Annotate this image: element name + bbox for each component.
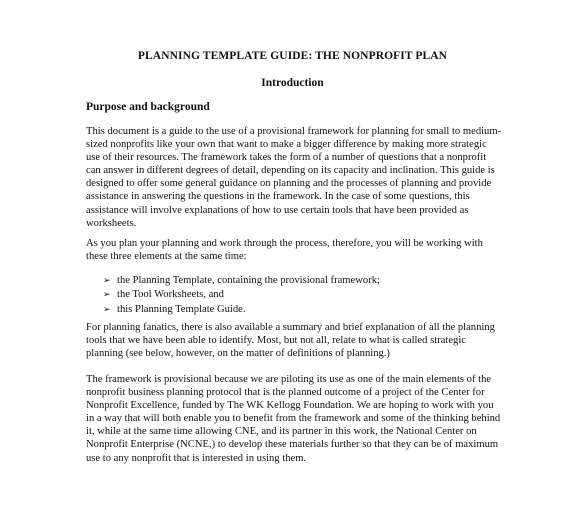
list-item-text: the Planning Template, containing the provisional framework; [117, 275, 380, 286]
arrow-bullet-icon: ➢ [103, 304, 111, 315]
paragraph-line: Nonprofit Enterprise (NCNE,) to develop these materials further so that they can be of maximum [86, 439, 499, 451]
paragraph-elements-intro [86, 237, 516, 263]
list-item [103, 288, 380, 302]
elements-list [103, 274, 380, 317]
paragraph-line: Nonprofit Excellence, funded by The WK Kellogg Foundation. We are hoping to work with you [86, 400, 494, 412]
paragraph-framework-provisional [86, 373, 516, 465]
paragraph-purpose [86, 125, 516, 230]
paragraph-line: designed to offer some general guidance on planning and the processes of planning and provide [86, 178, 492, 190]
document-title: PLANNING TEMPLATE GUIDE: THE NONPROFIT PLAN [137, 50, 448, 62]
paragraph-line: sized nonprofits like your own that want to make a bigger difference by making more strategic [86, 139, 487, 151]
paragraph-line: This document is a guide to the use of a provisional framework for planning for small to medium- [86, 126, 502, 137]
list-item-text: this Planning Template Guide. [117, 303, 246, 315]
paragraph-line: tools that we have been able to identify. Most, but not all, relate to what is called strategic [86, 335, 466, 347]
paragraph-line: assistance in answering the questions in the framework. In the case of some questions, this [86, 191, 470, 203]
paragraph-line: use to any nonprofit that is interested in using them. [86, 452, 307, 464]
paragraph-line: nonprofit business planning protocol that is the planned outcome of a project of the Center for [86, 387, 485, 399]
section-heading: Purpose and background [86, 101, 210, 113]
paragraph-line: in a way that will both enable you to benefit from the framework and some of the thinking behind [86, 413, 501, 425]
paragraph-planning-fanatics [86, 321, 516, 360]
paragraph-line: The framework is provisional because we are piloting its use as one of the main elements of the [86, 374, 492, 385]
paragraph-line: For planning fanatics, there is also available a summary and brief explanation of all the planning [86, 322, 495, 333]
paragraph-line: can answer in different degrees of detail, depending on its capacity and inclination. This guide is [86, 165, 495, 177]
list-item-text: the Tool Worksheets, and [117, 289, 224, 301]
list-item [103, 274, 380, 288]
paragraph-line: assistance will involve explanations of how to use certain tools that have been provided as [86, 204, 469, 216]
paragraph-line: use of their resources. The framework takes the form of a number of questions that a nonprofit [86, 152, 487, 164]
arrow-bullet-icon: ➢ [103, 290, 111, 301]
paragraph-line: these three elements at the same time: [86, 251, 247, 263]
document-subtitle: Introduction [261, 77, 324, 89]
list-item [103, 303, 380, 317]
paragraph-line: worksheets. [86, 217, 137, 229]
arrow-bullet-icon: ➢ [103, 276, 111, 286]
paragraph-line: planning (see below, however, on the matter of definitions of planning.) [86, 348, 390, 360]
paragraph-line: it, while at the same time allowing CNE, and its partner in this work, the National Center on [86, 426, 477, 438]
paragraph-line: As you plan your planning and work through the process, therefore, you will be working with [86, 238, 483, 249]
